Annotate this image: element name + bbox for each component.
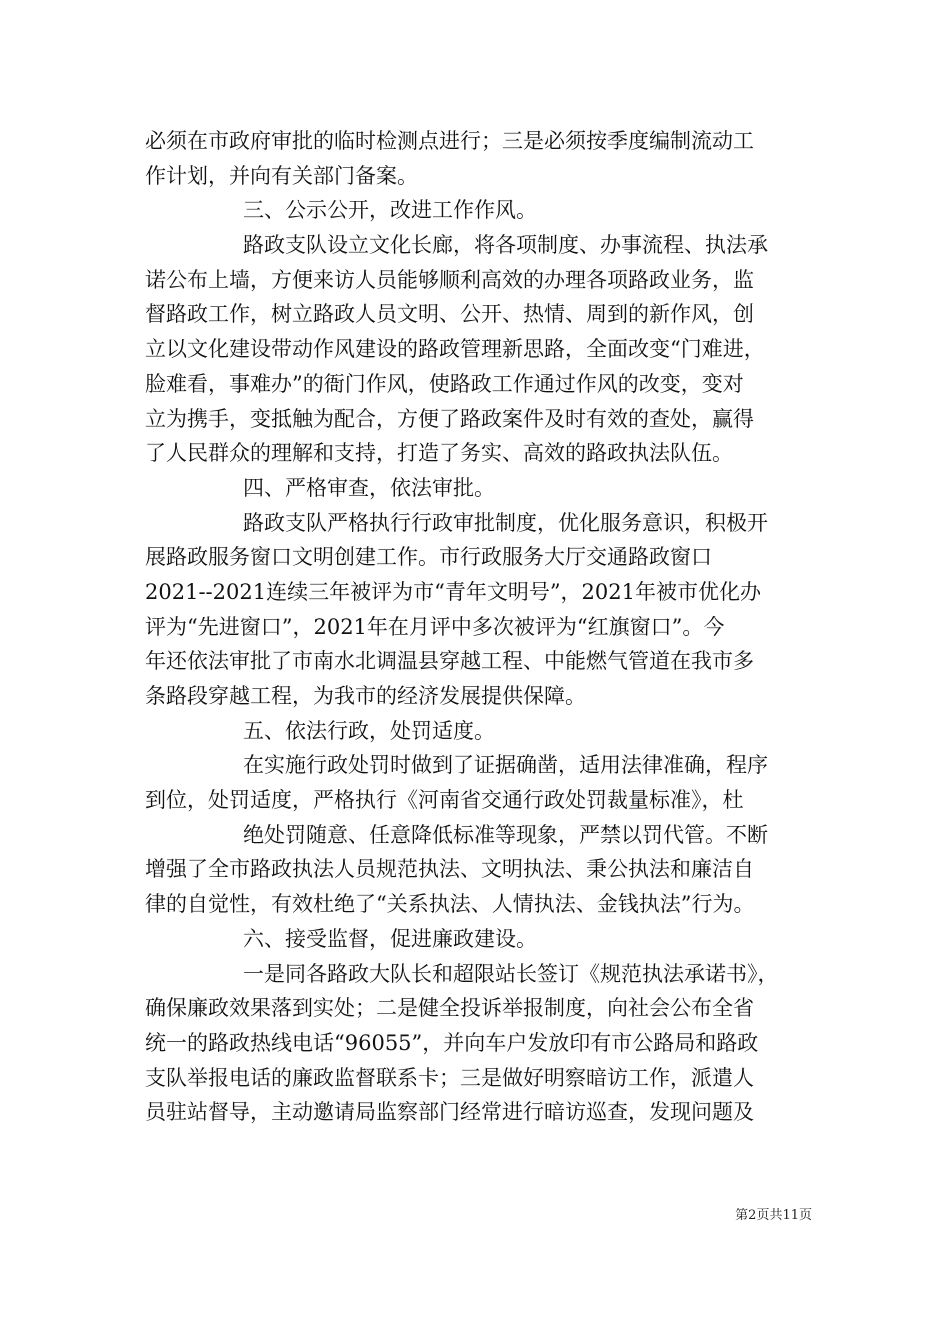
text-line: 四、严格审查，依法审批。 (243, 475, 495, 500)
text-line: 统一的路政热线电话“96055”，并向车户发放印有市公路局和路政 (145, 1030, 759, 1055)
text-line: 路政支队设立文化长廊，将各项制度、办事流程、执法承 (243, 233, 768, 258)
body-text (145, 124, 810, 1130)
text-line: 年还依法审批了市南水北调温县穿越工程、中能燃气管道在我市多 (145, 649, 754, 674)
text-line: 脸难看，事难办”的衙门作风，使路政工作通过作风的改变，变对 (145, 371, 744, 396)
text-line: 绝处罚随意、任意降低标准等现象，严禁以罚代管。不断 (243, 822, 768, 847)
text-line: 律的自觉性，有效杜绝了“关系执法、人情执法、金钱执法”行为。 (145, 892, 755, 917)
text-line: 员驻站督导，主动邀请局监察部门经常进行暗访巡查，发现问题及 (145, 1100, 754, 1125)
text-line: 到位，处罚适度，严格执行《河南省交通行政处罚裁量标准》，杜 (145, 788, 744, 813)
text-line: 了人民群众的理解和支持，打造了务实、高效的路政执法队伍。 (145, 441, 733, 466)
text-line: 增强了全市路政执法人员规范执法、文明执法、秉公执法和廉洁自 (145, 857, 754, 882)
text-line: 支队举报电话的廉政监督联系卡；三是做好明察暗访工作，派遣人 (145, 1065, 754, 1090)
text-line: 立以文化建设带动作风建设的路政管理新思路，全面改变“门难进， (145, 337, 765, 362)
page-number: 第2页共11页 (735, 1208, 812, 1223)
text-line: 立为携手，变抵触为配合，方便了路政案件及时有效的查处，赢得 (145, 406, 754, 431)
text-line: 条路段穿越工程，为我市的经济发展提供保障。 (145, 684, 586, 708)
text-line: 一是同各路政大队长和超限站长签订《规范执法承诺书》， (243, 961, 779, 986)
text-line: 六、接受监督，促进廉政建设。 (243, 926, 537, 951)
text-line: 作计划，并向有关部门备案。 (145, 163, 418, 188)
text-line: 诺公布上墙，方便来访人员能够顺利高效的办理各项路政业务，监 (145, 267, 754, 292)
text-line: 评为“先进窗口”，2021年在月评中多次被评为“红旗窗口”。今 (145, 614, 725, 639)
text-line: 三、公示公开，改进工作作风。 (243, 198, 537, 223)
text-line: 展路政服务窗口文明创建工作。市行政服务大厅交通路政窗口 (145, 545, 712, 570)
text-line: 在实施行政处罚时做到了证据确凿，适用法律准确，程序 (243, 753, 768, 778)
text-line: 五、依法行政，处罚适度。 (243, 718, 495, 743)
text-line: 督路政工作，树立路政人员文明、公开、热情、周到的新作风，创 (145, 302, 754, 327)
text-line: 确保廉政效果落到实处；二是健全投诉举报制度，向社会公布全省 (145, 996, 754, 1021)
text-line: 2021--2021连续三年被评为市“青年文明号”，2021年被市优化办 (145, 579, 761, 604)
text-line: 路政支队严格执行行政审批制度，优化服务意识，积极开 (243, 510, 768, 535)
text-line: 必须在市政府审批的临时检测点进行；三是必须按季度编制流动工 (145, 129, 754, 153)
